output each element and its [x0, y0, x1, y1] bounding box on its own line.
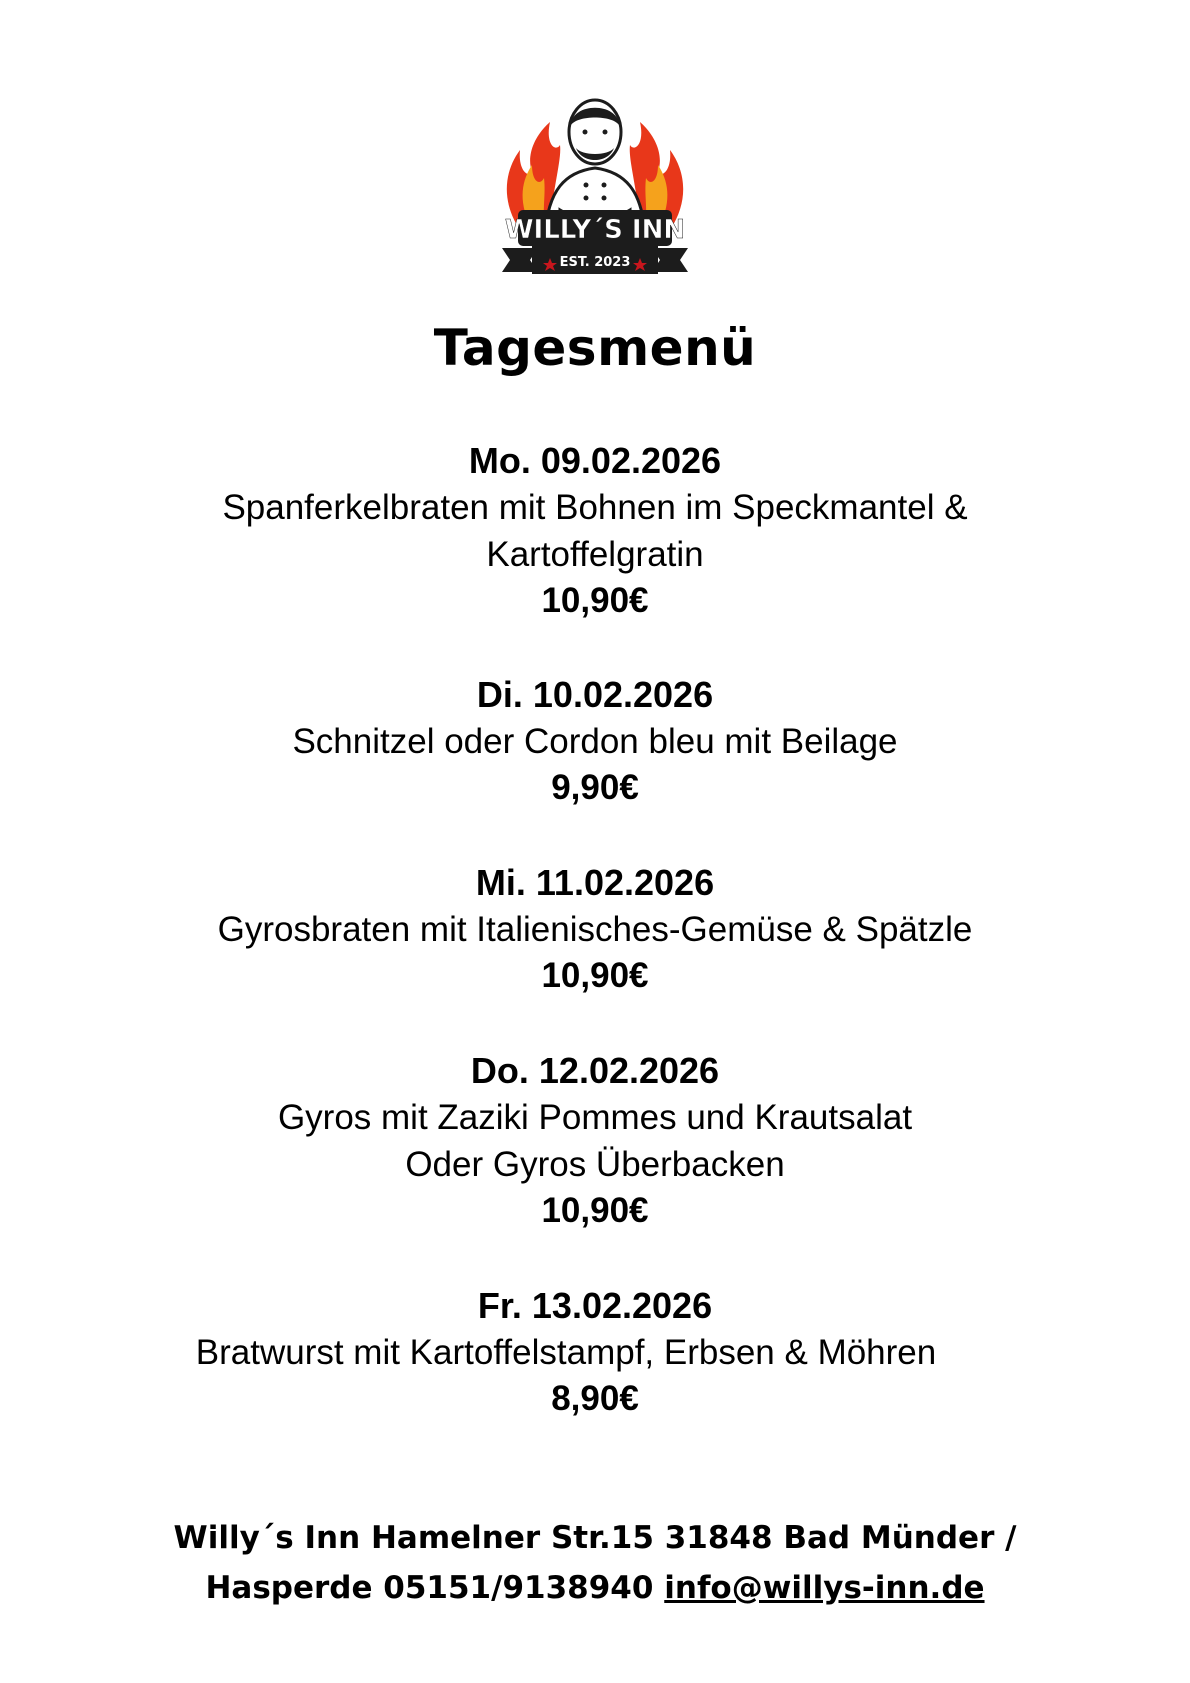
menu-day-tuesday: [0, 672, 1190, 811]
day-date: Fr. 13.02.2026: [477, 1285, 713, 1326]
menu-day-monday: [0, 438, 1190, 624]
email-link[interactable]: info@willys-inn.de: [664, 1570, 985, 1606]
page-title: Tagesmenü: [433, 319, 757, 377]
dish-price: 10,90€: [541, 956, 649, 995]
dish-price: 10,90€: [541, 1191, 649, 1230]
footer-address: Willy´s Inn Hamelner Str.15 31848 Bad Münder /: [173, 1520, 1017, 1556]
dish-price: 8,90€: [551, 1379, 639, 1418]
willys-inn-logo: [490, 60, 700, 280]
logo-name: WILLY´S INN: [504, 215, 686, 245]
dish-line: Gyrosbraten mit Italienisches-Gemüse & Spätzle: [217, 910, 973, 949]
dish-price: 9,90€: [551, 768, 639, 807]
day-date: Do. 12.02.2026: [470, 1050, 720, 1091]
dish-line: Schnitzel oder Cordon bleu mit Beilage: [292, 722, 898, 761]
footer-contact: [0, 1513, 1190, 1613]
dish-line: Gyros mit Zaziki Pommes und Krautsalat: [277, 1098, 913, 1137]
dish-line: Bratwurst mit Kartoffelstampf, Erbsen & Möhren: [195, 1333, 937, 1372]
dish-line: Spanferkelbraten mit Bohnen im Speckmantel &: [222, 488, 968, 527]
menu-day-wednesday: [0, 860, 1190, 999]
footer-phone: Hasperde 05151/9138940: [205, 1570, 654, 1606]
dish-line: Kartoffelgratin: [486, 535, 704, 574]
day-date: Mi. 11.02.2026: [475, 862, 715, 903]
logo-established: EST. 2023: [559, 255, 631, 270]
footer-line2: [0, 1563, 1190, 1613]
menu-day-thursday: [0, 1048, 1190, 1234]
day-date: Mo. 09.02.2026: [468, 440, 722, 481]
logo-graphic: [490, 60, 700, 280]
day-date: Di. 10.02.2026: [476, 674, 714, 715]
dish-price: 10,90€: [541, 581, 649, 620]
menu-day-friday: [0, 1283, 1190, 1422]
dish-line: Oder Gyros Überbacken: [405, 1145, 785, 1184]
